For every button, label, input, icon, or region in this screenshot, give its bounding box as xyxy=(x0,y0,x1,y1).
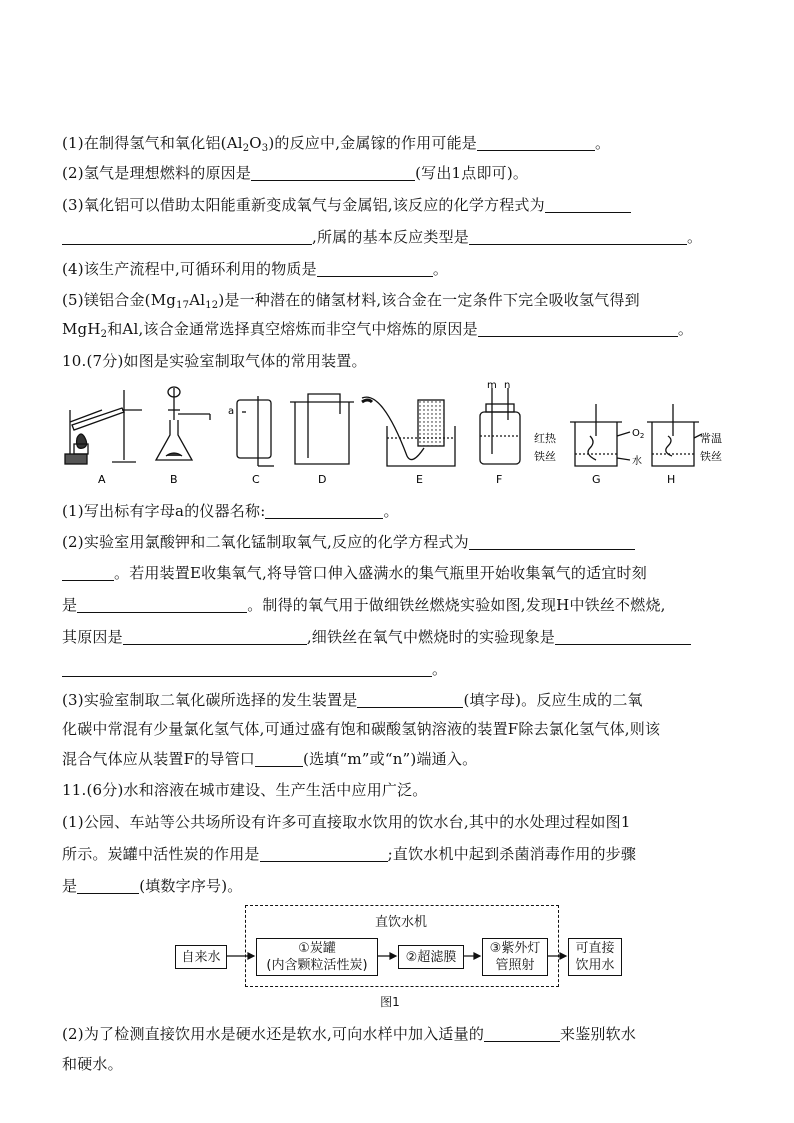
q10-sub1: (1)写出标有字母a的仪器名称: 。 xyxy=(62,502,399,520)
apparatus-b xyxy=(156,387,210,460)
label-h-fig: H xyxy=(667,473,676,486)
answer-blank[interactable] xyxy=(123,628,307,645)
q10-sub2-line4: 其原因是 ,细铁丝在氧气中燃烧时的实验现象是 xyxy=(62,627,691,647)
step3-box: ③紫外灯 管照射 xyxy=(482,938,548,976)
apparatus-c xyxy=(237,396,274,466)
answer-blank[interactable] xyxy=(545,196,631,213)
label-n: n xyxy=(504,380,511,391)
output-box: 可直接 饮用水 xyxy=(568,938,622,976)
flow-arrows xyxy=(170,905,610,985)
q10-sub3: (3)实验室制取二氧化碳所选择的发生装置是 (填字母)。反应生成的二氧 xyxy=(62,691,643,709)
step2-box: ②超滤膜 xyxy=(398,945,464,969)
label-hongre: 红热 xyxy=(534,432,556,445)
label-changwen: 常温 xyxy=(700,432,722,445)
q9-sub3-line2: ,所属的基本反应类型是 。 xyxy=(62,227,702,247)
label-changwen-tiesi: 铁丝 xyxy=(700,450,722,463)
q9-sub4: (4)该生产流程中,可循环利用的物质是 。 xyxy=(62,260,449,278)
q11-heading: 11.(6分)水和溶液在城市建设、生产生活中应用广泛。 xyxy=(62,781,428,799)
label-letter-a: a xyxy=(228,406,235,417)
q10-sub2-line3: 是 。制得的氧气用于做细铁丝燃烧实验如图,发现H中铁丝不燃烧, xyxy=(62,596,666,614)
q10-sub2: (2)实验室用氯酸钾和二氧化锰制取氧气,反应的化学方程式为 xyxy=(62,532,635,552)
label-e-fig: E xyxy=(416,473,423,486)
q10-sub2-line2: 。若用装置E收集氧气,将导管口伸入盛满水的集气瓶里开始收集氧气的适宜时刻 xyxy=(62,563,647,583)
answer-blank[interactable] xyxy=(469,533,635,550)
q11-sub2-line2: 和硬水。 xyxy=(62,1055,123,1073)
flow-diagram xyxy=(170,905,615,1010)
q11-sub1: (1)公园、车站等公共场所设有许多可直接取水饮用的饮水台,其中的水处理过程如图1 xyxy=(62,813,631,831)
apparatus-f xyxy=(480,388,520,464)
q9-sub5: (5)镁铝合金$(Mg_{17}Al_{12})$是一种潜在的储氢材料,该合金在一定条件下完全吸收氢气得到 xyxy=(62,291,640,311)
label-f-fig: F xyxy=(496,473,503,486)
label-c-fig: C xyxy=(252,473,260,486)
apparatus-g xyxy=(570,404,630,466)
label-o2: $O_2$ xyxy=(632,428,645,440)
answer-blank[interactable] xyxy=(265,502,383,519)
machine-title: 直饮水机 xyxy=(374,915,427,930)
answer-blank[interactable] xyxy=(255,750,303,767)
figure-caption: 图1 xyxy=(380,995,400,1009)
answer-blank[interactable] xyxy=(62,564,114,581)
label-a-fig: A xyxy=(98,473,106,486)
answer-blank[interactable] xyxy=(251,164,415,181)
apparatus-h xyxy=(647,404,702,466)
label-water: 水 xyxy=(632,456,642,467)
label-hongre-tiesi: 铁丝 xyxy=(534,450,556,463)
source-box: 自来水 xyxy=(175,945,227,969)
answer-blank[interactable] xyxy=(317,260,433,277)
q9-sub3: (3)氧化铝可以借助太阳能重新变成氧气与金属铝,该反应的化学方程式为 xyxy=(62,195,631,215)
apparatus-figure xyxy=(62,380,722,490)
label-m: m xyxy=(487,380,497,391)
answer-blank[interactable] xyxy=(469,228,687,245)
label-g-fig: G xyxy=(592,473,601,486)
q9-sub2: (2)氢气是理想燃料的原因是 (写出1点即可)。 xyxy=(62,164,529,182)
answer-blank[interactable] xyxy=(62,660,432,677)
q9-sub1: (1)在制得氢气和氧化铝$(Al_2O_3)$的反应中,金属镓的作用可能是 。 xyxy=(62,134,611,154)
label-d-fig: D xyxy=(318,473,327,486)
apparatus-e xyxy=(362,397,455,466)
answer-blank[interactable] xyxy=(477,134,595,151)
q11-sub1-line3: 是 (填数字序号)。 xyxy=(62,877,243,895)
q9-sub5-line2: MgH$_2$和Al,该合金通常选择真空熔炼而非空气中熔炼的原因是 。 xyxy=(62,320,694,340)
answer-blank[interactable] xyxy=(478,320,678,337)
q10-heading: 10.(7分)如图是实验室制取气体的常用装置。 xyxy=(62,352,367,370)
answer-blank[interactable] xyxy=(77,877,139,894)
answer-blank[interactable] xyxy=(484,1025,560,1042)
apparatus-a xyxy=(65,390,142,464)
answer-blank[interactable] xyxy=(555,628,691,645)
q11-sub2: (2)为了检测直接饮用水是硬水还是软水,可向水样中加入适量的 来鉴别软水 xyxy=(62,1025,637,1043)
label-b-fig: B xyxy=(170,473,178,486)
answer-blank[interactable] xyxy=(357,691,463,708)
q10-sub3-line3: 混合气体应从装置F的导管口 (选填“m”或“n”)端通入。 xyxy=(62,750,478,768)
answer-blank[interactable] xyxy=(77,596,247,613)
step1-box: ①炭罐 (内含颗粒活性炭) xyxy=(256,938,378,976)
q11-sub1-line2: 所示。炭罐中活性炭的作用是 ;直饮水机中起到杀菌消毒作用的步骤 xyxy=(62,845,637,863)
answer-blank[interactable] xyxy=(62,228,312,245)
apparatus-d xyxy=(290,394,354,464)
q10-sub3-line2: 化碳中常混有少量氯化氢气体,可通过盛有饱和碳酸氢钠溶液的装置F除去氯化氢气体,则该 xyxy=(62,720,661,738)
answer-blank[interactable] xyxy=(260,845,388,862)
q10-sub2-line5: 。 xyxy=(62,659,447,679)
